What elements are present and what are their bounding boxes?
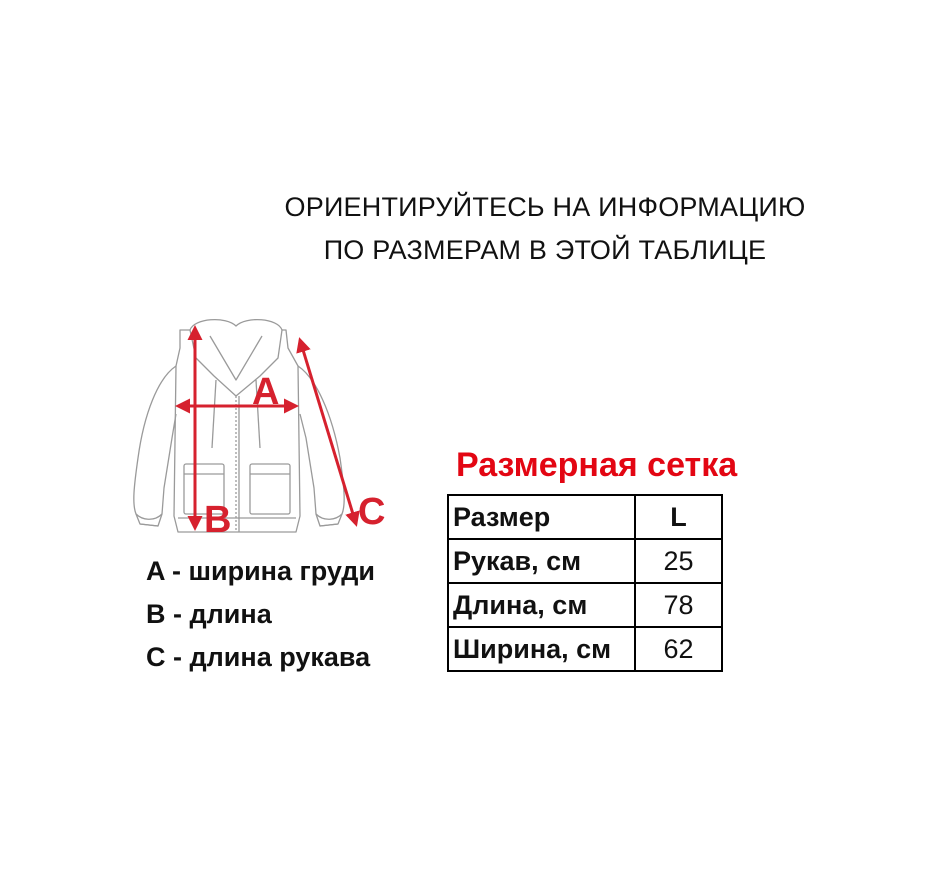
- size-chart-title: Размерная сетка: [456, 446, 738, 484]
- legend-item-a: A - ширина груди: [146, 556, 375, 586]
- row-label-cell: Рукав, см: [448, 539, 635, 583]
- headline-line-1: ОРИЕНТИРУЙТЕСЬ НА ИНФОРМАЦИЮ: [284, 192, 806, 222]
- jacket-outline: [134, 320, 344, 532]
- row-label-cell: Ширина, см: [448, 627, 635, 671]
- label-a: A: [252, 371, 280, 413]
- measurement-legend: [146, 550, 375, 679]
- header-value-cell: L: [635, 495, 722, 539]
- table-row: [448, 539, 722, 583]
- size-table: [447, 494, 723, 672]
- row-label-cell: Длина, см: [448, 583, 635, 627]
- label-c: C: [358, 491, 386, 533]
- arrow-c: [300, 340, 356, 524]
- header-label-cell: Размер: [448, 495, 635, 539]
- row-value-cell: 78: [635, 583, 722, 627]
- table-row: [448, 583, 722, 627]
- row-value-cell: 25: [635, 539, 722, 583]
- table-header-row: [448, 495, 722, 539]
- row-value-cell: 62: [635, 627, 722, 671]
- label-b: B: [204, 499, 232, 541]
- headline: [255, 186, 835, 272]
- table-row: [448, 627, 722, 671]
- jacket-diagram: [118, 318, 408, 546]
- legend-item-c: C - длина рукава: [146, 642, 371, 672]
- headline-line-2: ПО РАЗМЕРАМ В ЭТОЙ ТАБЛИЦЕ: [323, 235, 767, 265]
- legend-item-b: B - длина: [146, 599, 272, 629]
